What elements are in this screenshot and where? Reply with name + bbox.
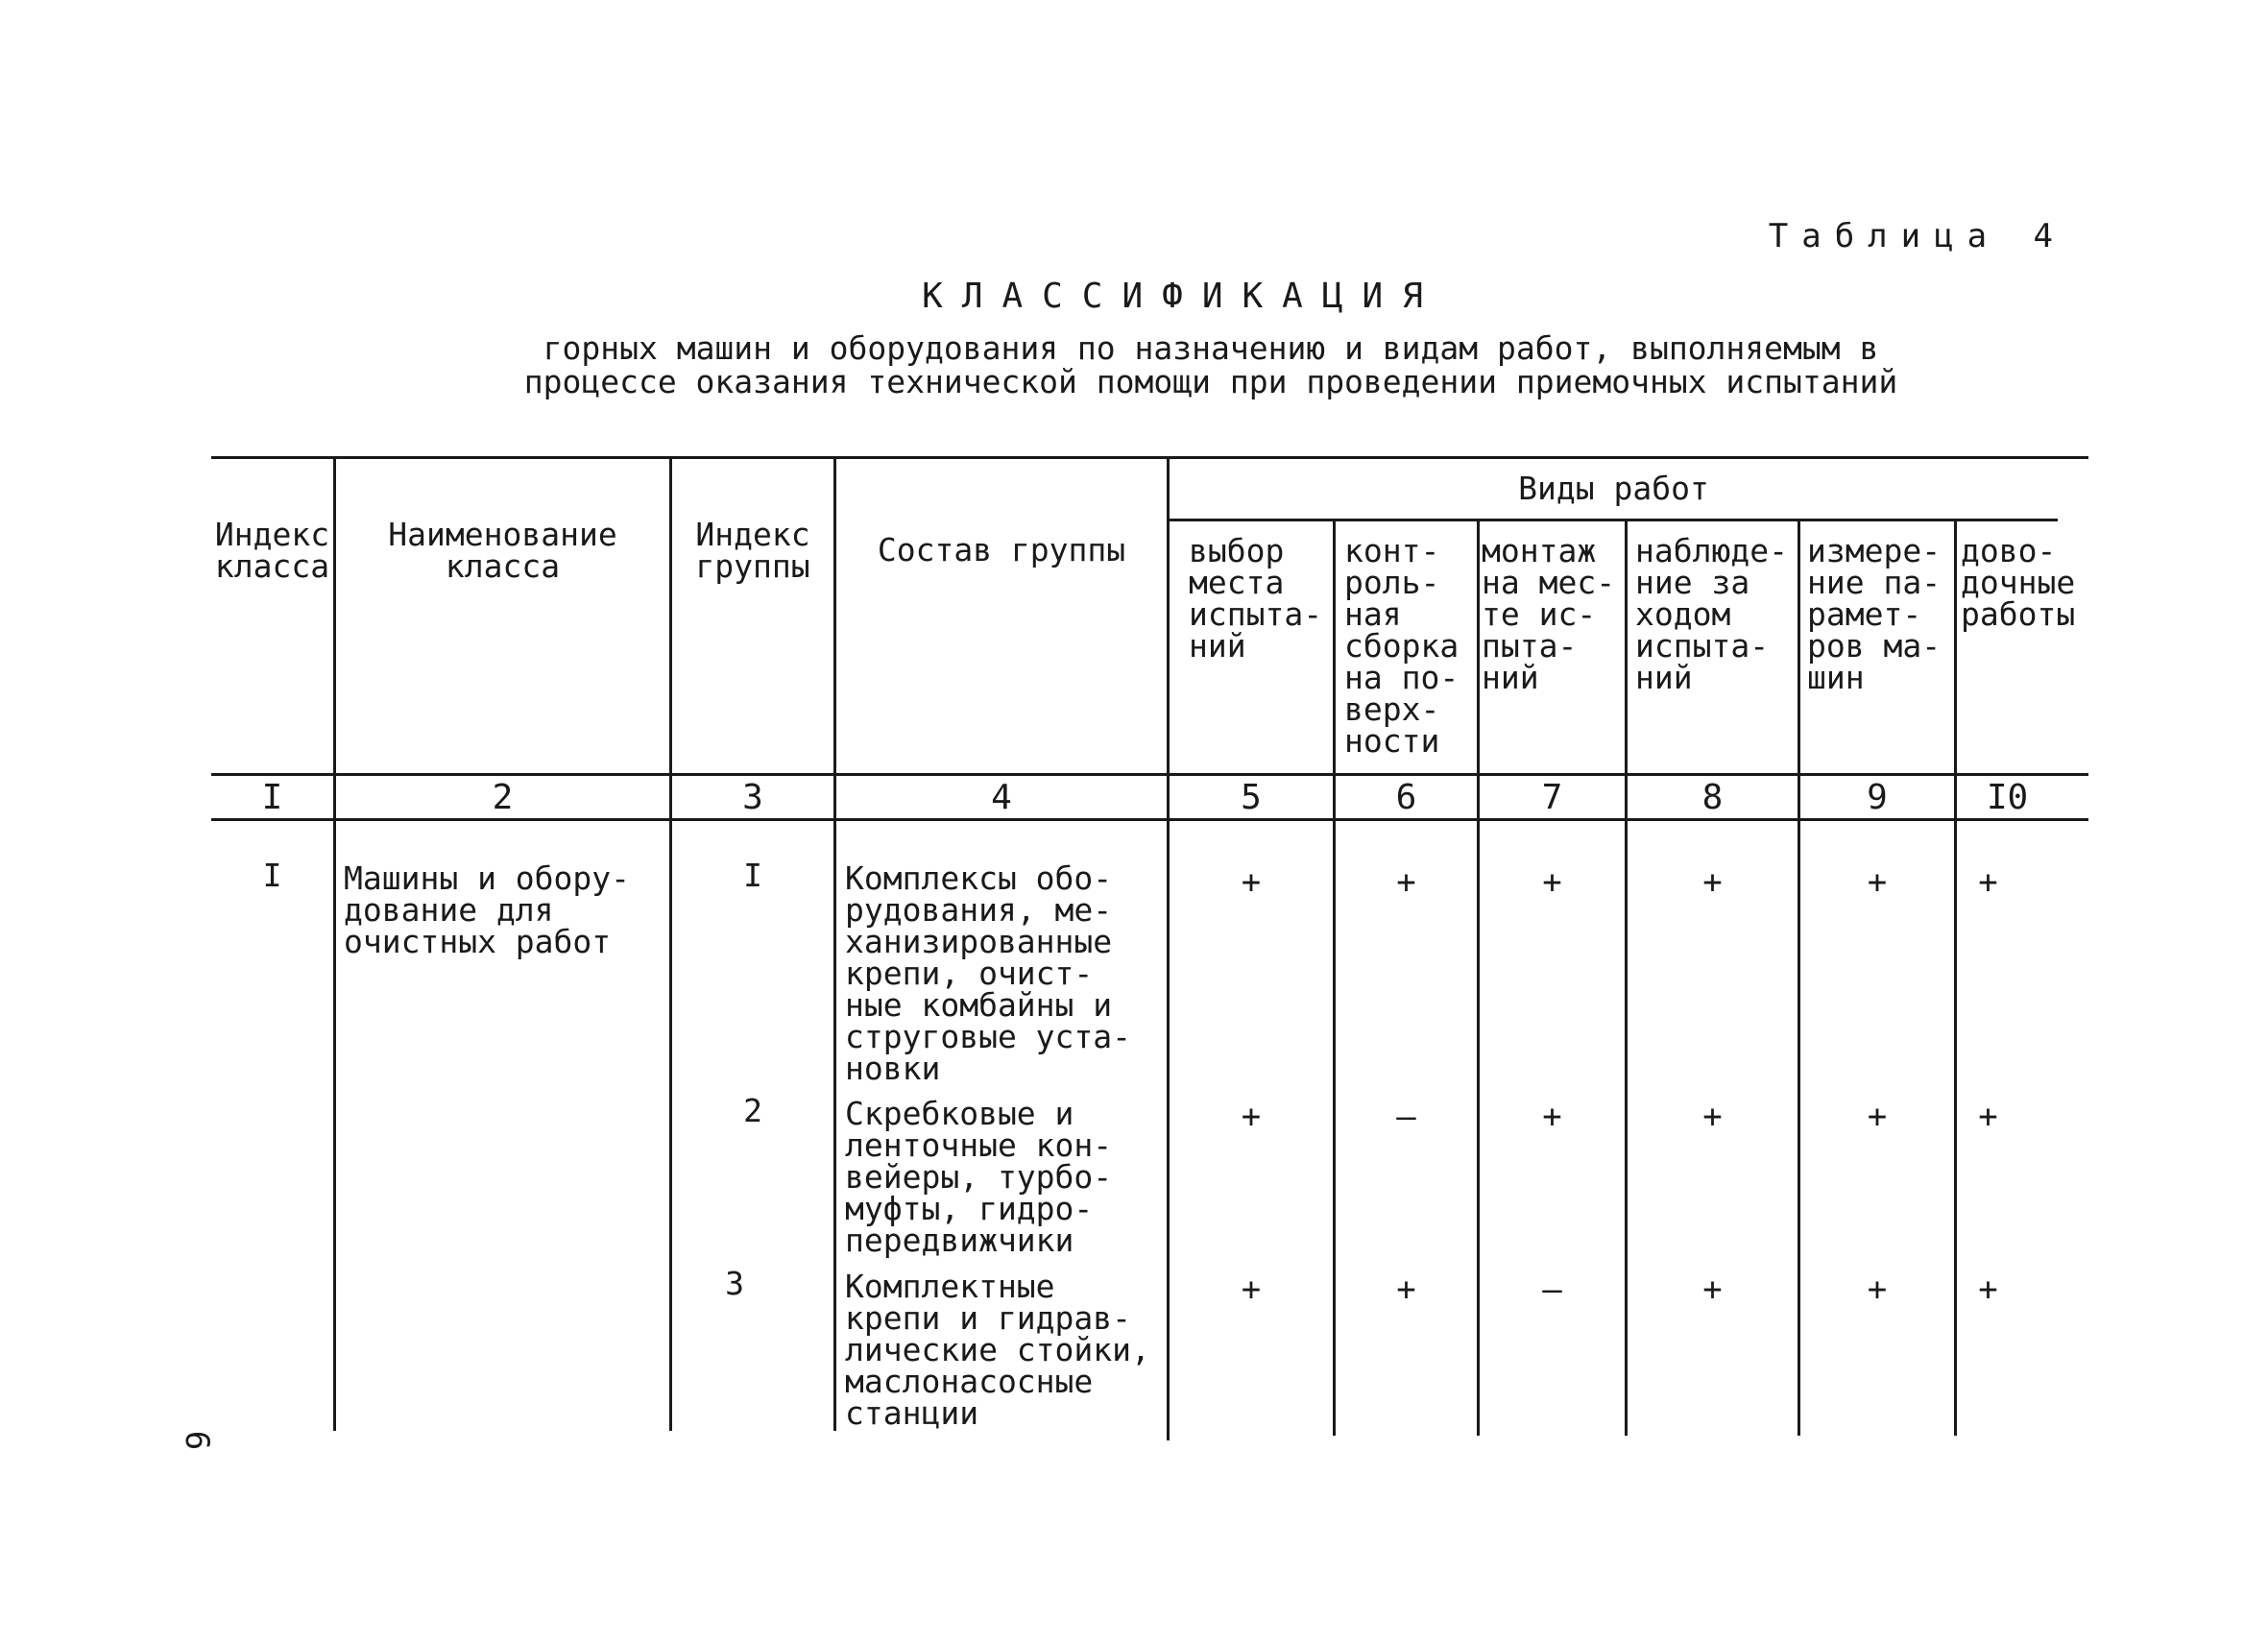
col-number-1: I <box>261 778 283 817</box>
group-1-mark-observation: + <box>1702 863 1723 902</box>
class-name: Машины и обору- дование для очистных работ <box>344 859 631 960</box>
group-3-mark-measurement: + <box>1867 1270 1888 1309</box>
group-1-mark-control-assembly: + <box>1396 863 1416 902</box>
header-observation: наблюде- ние за ходом испыта- ний <box>1635 532 1788 696</box>
group-1-composition: Комплексы обо- рудования, ме- ханизированные крепи, очист- ные комбайны и струговые уста- новки <box>845 859 1132 1087</box>
header-bottom-rule <box>211 773 2088 776</box>
group-2-mark-site-selection: + <box>1241 1098 1262 1136</box>
col-divider-3 <box>833 456 836 1431</box>
col-divider-1 <box>333 456 336 1431</box>
document-title: КЛАССИФИКАЦИЯ <box>922 277 1442 316</box>
group-3-mark-installation: – <box>1542 1270 1562 1309</box>
header-class-name: Наименование класса <box>388 516 617 585</box>
header-works-group: Виды работ <box>1518 470 1709 507</box>
col-number-8: 8 <box>1701 778 1724 817</box>
group-1-index: I <box>743 857 762 894</box>
class-index: I <box>262 857 282 894</box>
col-number-10: I0 <box>1986 778 2029 817</box>
col-number-4: 4 <box>991 778 1012 817</box>
header-site-selection: выбор места испыта- ний <box>1189 532 1323 665</box>
header-finishing-work: дово- дочные работы <box>1961 532 2076 633</box>
group-3-index: 3 <box>725 1265 744 1302</box>
group-3-mark-control-assembly: + <box>1396 1270 1416 1309</box>
table-top-rule <box>211 456 2088 459</box>
group-2-mark-measurement: + <box>1867 1098 1888 1136</box>
group-1-mark-site-selection: + <box>1241 863 1262 902</box>
group-1-mark-installation: + <box>1542 863 1562 902</box>
group-3-mark-site-selection: + <box>1241 1270 1262 1309</box>
group-2-mark-control-assembly: – <box>1396 1098 1416 1136</box>
group-2-mark-observation: + <box>1702 1098 1723 1136</box>
group-1-mark-finishing-work: + <box>1978 863 1998 902</box>
header-group-composition: Состав группы <box>877 531 1126 568</box>
group-2-mark-finishing-work: + <box>1978 1098 1998 1136</box>
page-number: 6 <box>178 1430 217 1451</box>
group-2-composition: Скребковые и ленточные кон- вейеры, турбо- муфты, гидро- передвижчики <box>845 1095 1113 1259</box>
subtitle-line-1: горных машин и оборудования по назначению и видам работ, выполняемым в <box>543 329 1879 367</box>
group-3-composition: Комплектные крепи и гидрав- лические стойки, маслонасосные станции <box>845 1268 1150 1432</box>
group-3-mark-finishing-work: + <box>1978 1270 1998 1309</box>
col-number-6: 6 <box>1395 778 1417 817</box>
group-2-index: 2 <box>743 1092 762 1129</box>
header-control-assembly: конт- роль- ная сборка на по- верх- ности <box>1344 532 1460 760</box>
col-number-5: 5 <box>1241 778 1262 817</box>
header-installation: монтаж на мес- те ис- пыта- ний <box>1482 532 1616 696</box>
header-class-index: Индекс класса <box>214 516 330 585</box>
works-group-rule <box>1170 519 2058 521</box>
col-number-9: 9 <box>1867 778 1888 817</box>
table-caption: Таблица 4 <box>1768 217 2066 255</box>
group-1-mark-measurement: + <box>1867 863 1888 902</box>
col-number-7: 7 <box>1541 778 1563 817</box>
group-3-mark-observation: + <box>1702 1270 1723 1309</box>
numbers-bottom-rule <box>211 818 2088 821</box>
header-group-index: Индекс группы <box>695 516 810 585</box>
header-measurement: измере- ние па- рамет- ров ма- шин <box>1807 532 1942 696</box>
subtitle-line-2: процессе оказания технической помощи при проведении приемочных испытаний <box>523 363 1898 400</box>
group-2-mark-installation: + <box>1542 1098 1562 1136</box>
col-number-2: 2 <box>492 778 514 817</box>
col-number-3: 3 <box>742 778 763 817</box>
